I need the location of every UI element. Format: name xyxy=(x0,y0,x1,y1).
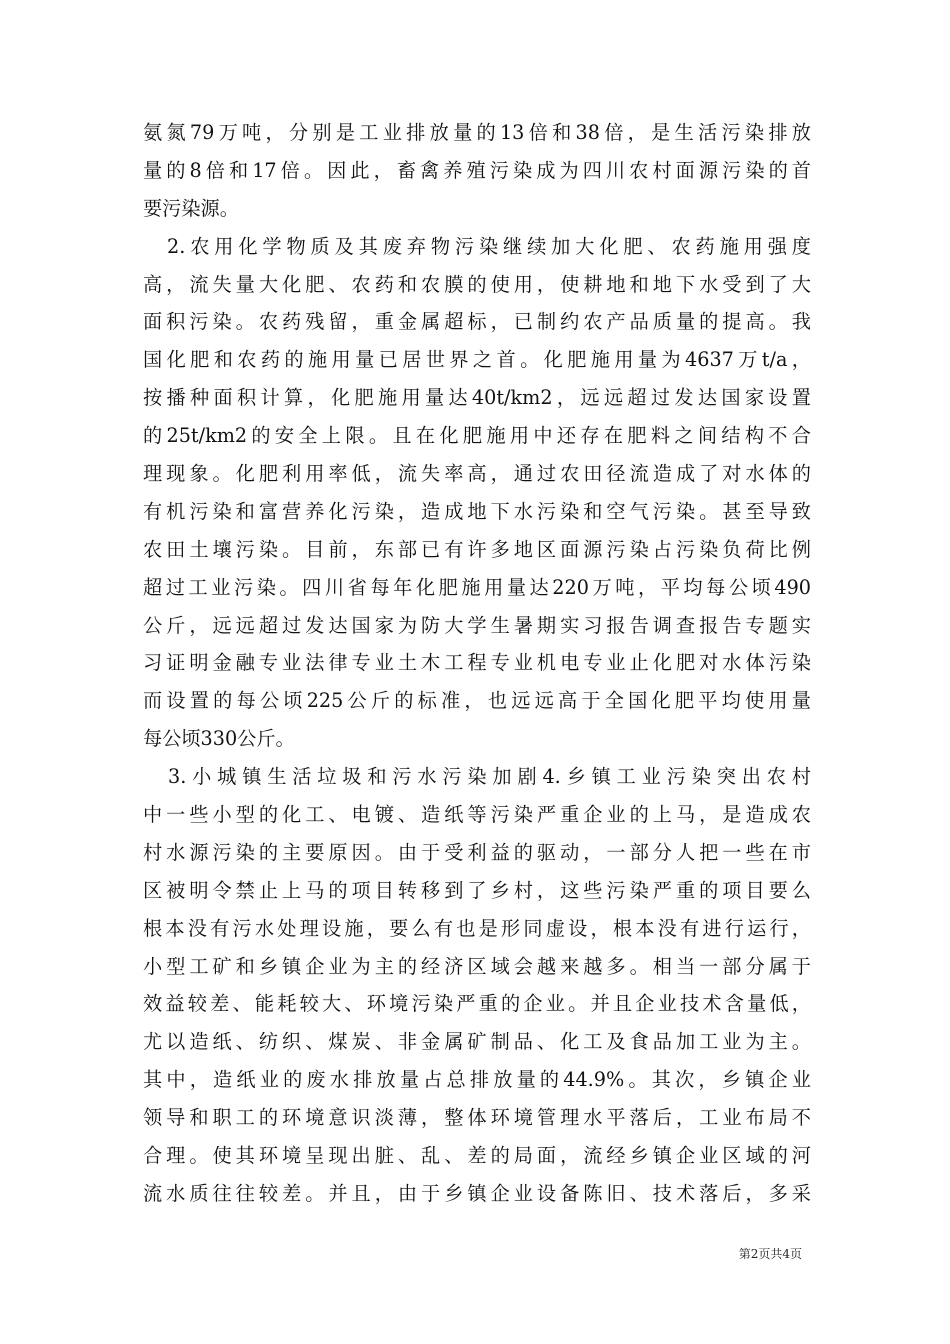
text-line: 领导和职工的环境意识淡薄，整体环境管理水平落后，工业布局不 xyxy=(143,1106,811,1130)
text-line: 而设置的每公顷225公斤的标准，也远远高于全国化肥平均使用量 xyxy=(143,689,811,713)
text-line: 每公顷330公斤。 xyxy=(143,727,295,751)
text-line: 2.农用化学物质及其废弃物污染继续加大化肥、农药施用强度 xyxy=(143,234,811,258)
text-line: 量的8倍和17倍。因此，畜禽养殖污染成为四川农村面源污染的首 xyxy=(143,158,811,182)
text-line: 根本没有污水处理设施，要么有也是形同虚设，根本没有进行运行， xyxy=(143,916,811,940)
text-line: 氨氮79万吨，分别是工业排放量的13倍和38倍，是生活污染排放 xyxy=(143,121,811,144)
text-line: 3.小城镇生活垃圾和污水污染加剧4.乡镇工业污染突出农村 xyxy=(143,765,811,789)
text-line: 公斤，远远超过发达国家为防大学生暑期实习报告调查报告专题实 xyxy=(143,613,811,637)
text-line: 有机污染和富营养化污染，造成地下水污染和空气污染。甚至导致 xyxy=(143,499,811,523)
text-line: 超过工业污染。四川省每年化肥施用量达220万吨，平均每公顷490 xyxy=(143,575,811,599)
text-line: 效益较差、能耗较大、环境污染严重的企业。并且企业技术含量低， xyxy=(143,992,811,1016)
text-line: 流水质往往较差。并且，由于乡镇企业设备陈旧、技术落后，多采 xyxy=(143,1181,811,1205)
text-line: 区被明令禁止上马的项目转移到了乡村，这些污染严重的项目要么 xyxy=(143,878,811,902)
text-line: 的25t/km2的安全上限。且在化肥施用中还存在肥料之间结构不合 xyxy=(143,424,811,448)
text-line: 国化肥和农药的施用量已居世界之首。化肥施用量为4637万t/a， xyxy=(143,348,811,372)
text-line: 中一些小型的化工、电镀、造纸等污染严重企业的上马，是造成农 xyxy=(143,803,811,827)
text-line: 尤以造纸、纺织、煤炭、非金属矿制品、化工及食品加工业为主。 xyxy=(143,1030,811,1054)
text-line: 村水源污染的主要原因。由于受利益的驱动，一部分人把一些在市 xyxy=(143,840,811,864)
document-body xyxy=(143,114,811,1213)
text-line: 要污染源。 xyxy=(143,196,239,220)
text-line: 习证明金融专业法律专业土木工程专业机电专业止化肥对水体污染 xyxy=(143,651,811,675)
text-line: 高，流失量大化肥、农药和农膜的使用，使耕地和地下水受到了大 xyxy=(143,272,811,296)
text-line: 其中，造纸业的废水排放量占总排放量的44.9%。其次，乡镇企业 xyxy=(143,1068,811,1092)
text-line: 农田土壤污染。目前，东部已有许多地区面源污染占污染负荷比例 xyxy=(143,537,811,561)
text-line: 面积污染。农药残留，重金属超标，已制约农产品质量的提高。我 xyxy=(143,310,811,334)
page-number: 第2页共4页 xyxy=(738,1247,802,1261)
text-line: 按播种面积计算，化肥施用量达40t/km2，远远超过发达国家设置 xyxy=(143,386,811,410)
text-line: 合理。使其环境呈现出脏、乱、差的局面，流经乡镇企业区域的河 xyxy=(143,1144,811,1168)
text-line: 小型工矿和乡镇企业为主的经济区域会越来越多。相当一部分属于 xyxy=(143,954,811,978)
text-line: 理现象。化肥利用率低，流失率高，通过农田径流造成了对水体的 xyxy=(143,462,811,486)
